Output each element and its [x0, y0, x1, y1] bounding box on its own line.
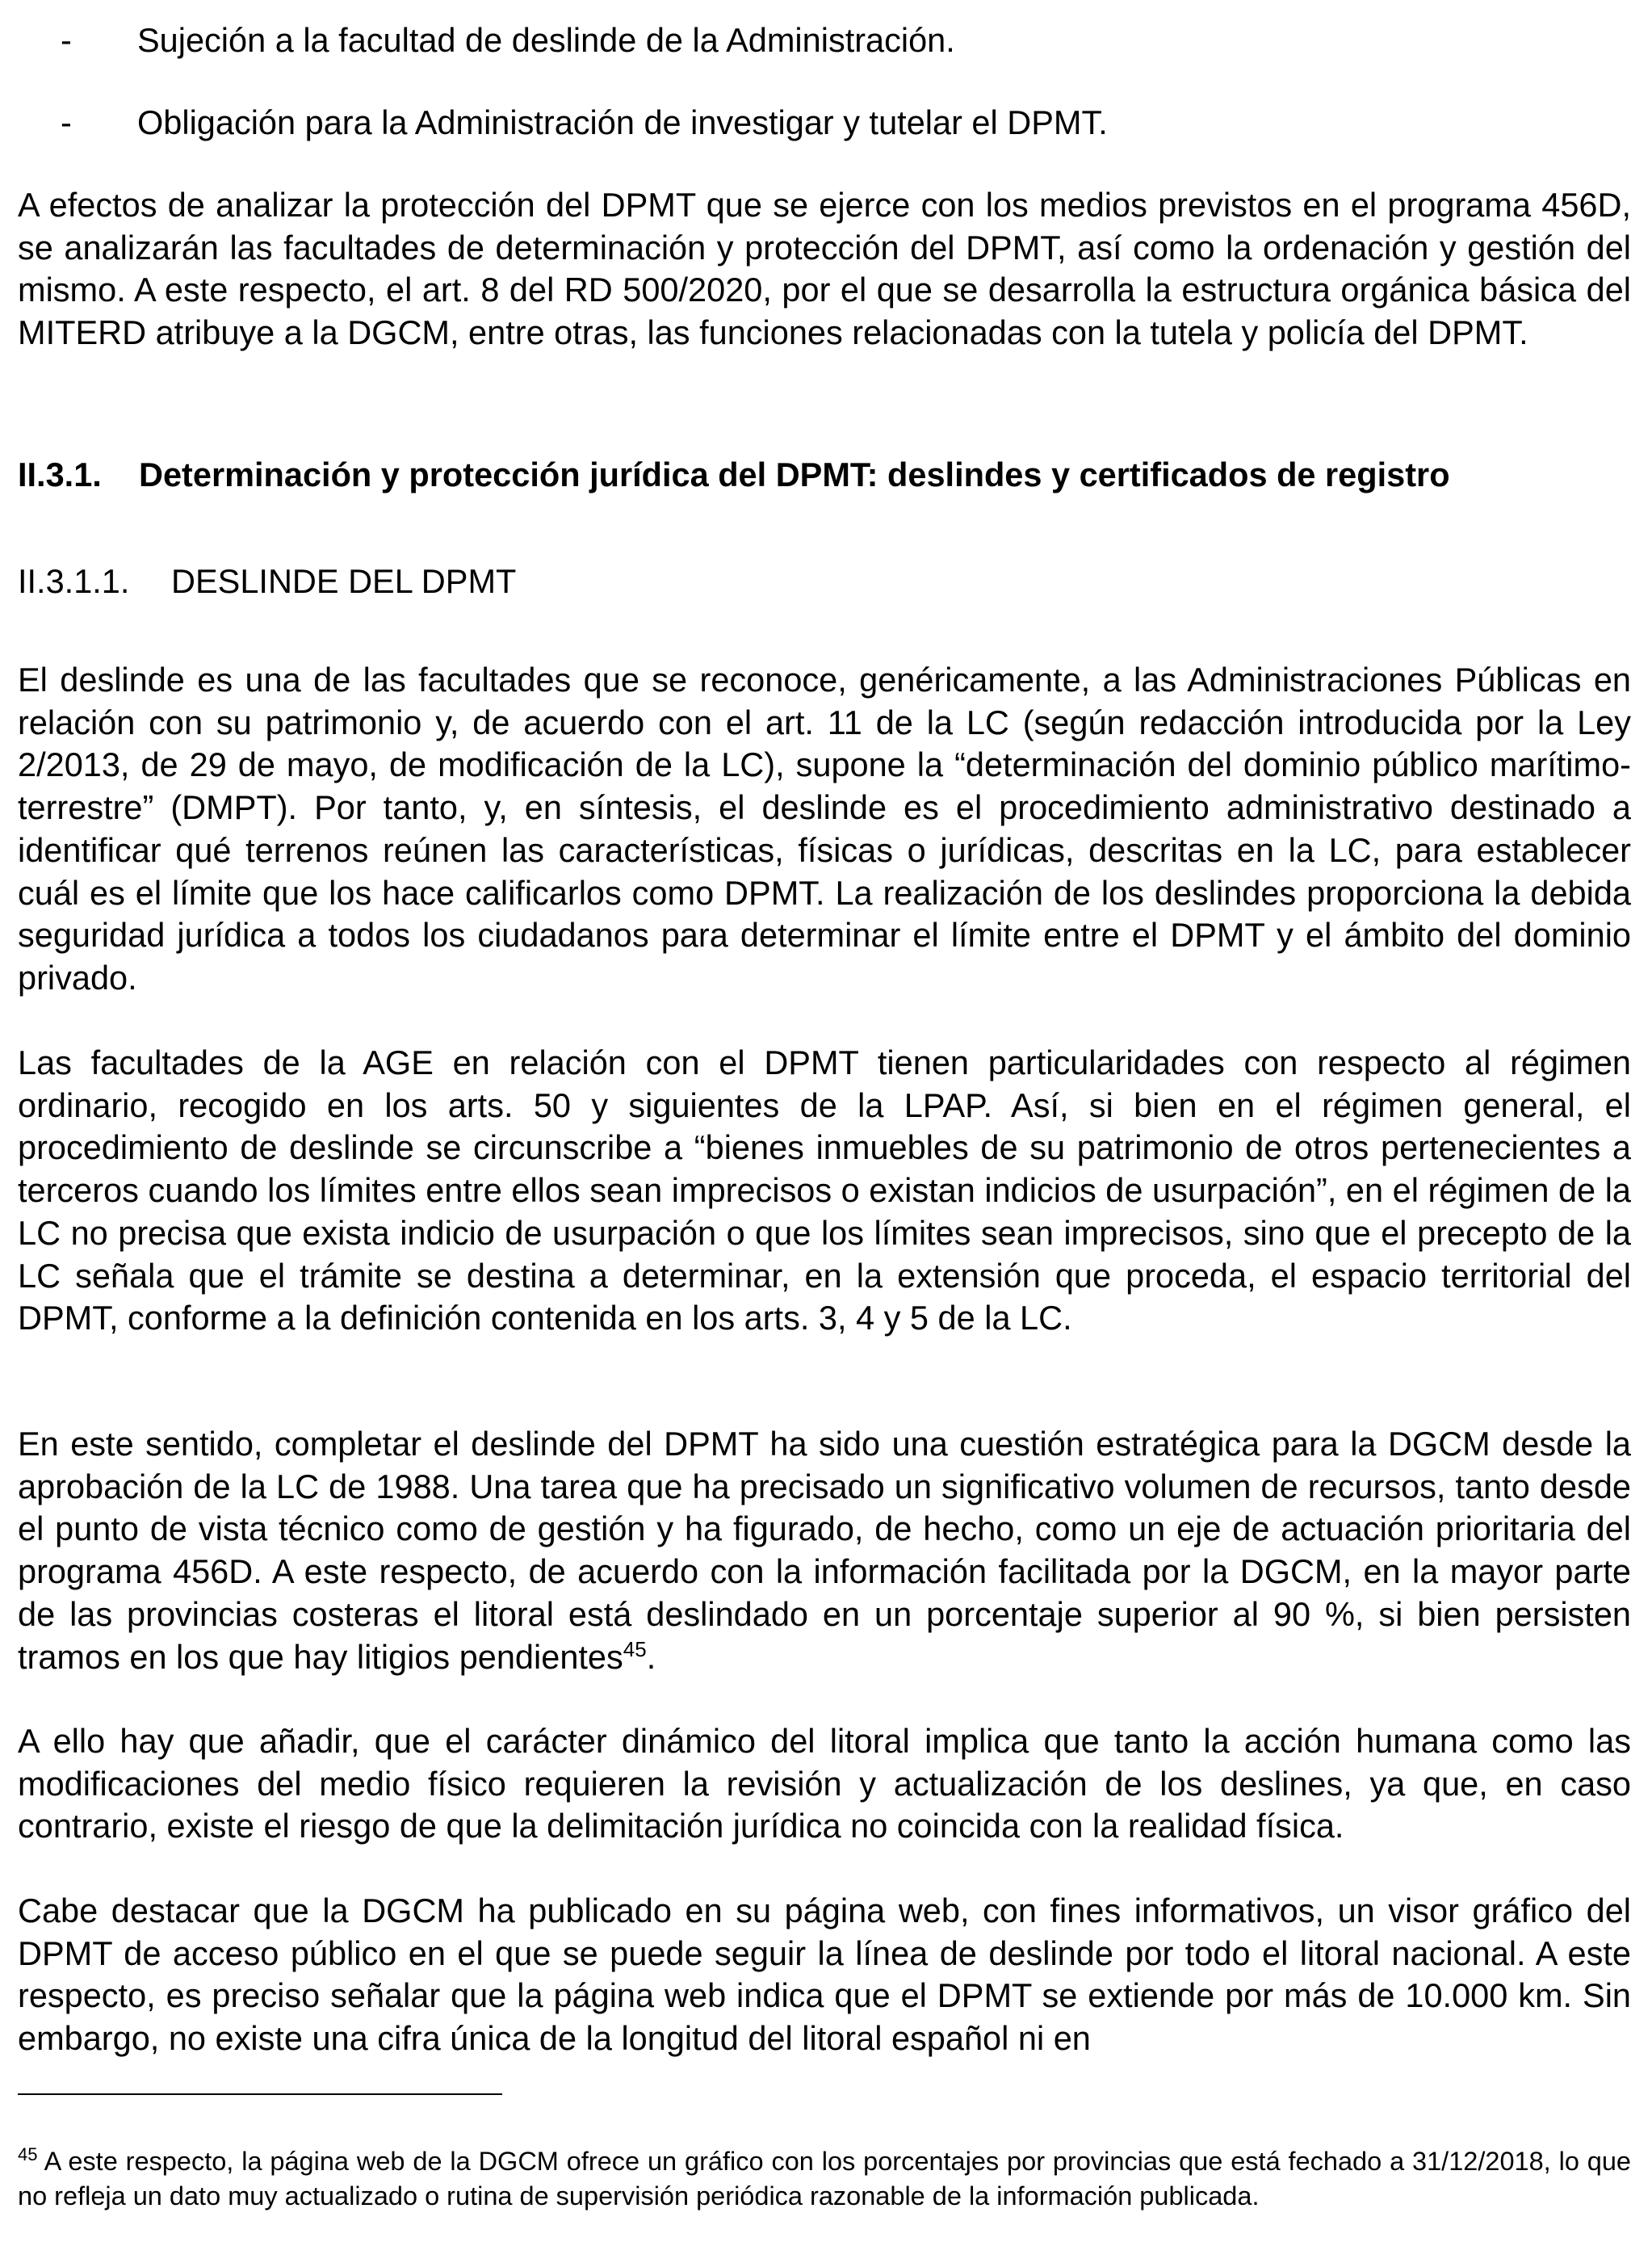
- paragraph-dinamico: A ello hay que añadir, que el carácter dinámico del litoral implica que tanto la acción humana como las modificaciones del medio físico requieren la revisión y actualización de los deslines, ya que, en caso contrario, existe el riesgo de que la delimitación jurídica no coincida con la realidad física.: [18, 1722, 1631, 1845]
- footnote-number: 45: [18, 2143, 38, 2164]
- paragraph-deslinde: El deslinde es una de las facultades que se reconoce, genéricamente, a las Administraciones Públicas en relación con su patrimonio y, de acuerdo con el art. 11 de la LC (según redacción introducida por la Ley 2/2013, de 29 de mayo, de modificación de la LC), supone la “determinación del dominio público marítimo-terrestre” (DMPT). Por tanto, y, en síntesis, el deslinde es el procedimiento administrativo destinado a identificar qué terrenos reúnen las características, físicas o jurídicas, descritas en la LC, para establecer cuál es el límite que los hace calificarlos como DPMT. La realización de los deslindes proporciona la debida seguridad jurídica a todos los ciudadanos para determinar el límite entre el DPMT y el ámbito del dominio privado.: [18, 661, 1631, 997]
- bullet-dash: -: [61, 21, 72, 59]
- footnote: [18, 2144, 1631, 2214]
- paragraph-visor: Cabe destacar que la DGCM ha publicado en su página web, con fines informativos, un visor gráfico del DPMT de acceso público en el que se puede seguir la línea de deslinde por todo el litoral nacional. A este respecto, es preciso señalar que la página web indica que el DPMT se extiende por más de 10.000 km. Sin embargo, no existe una cifra única de la longitud del litoral español ni en: [18, 1891, 1631, 2058]
- section-heading: [18, 454, 1450, 497]
- footnote-separator: [18, 2093, 502, 2095]
- bullet-dash: -: [61, 103, 72, 141]
- subsection-number: II.3.1.1.: [18, 562, 130, 600]
- section-title: Determinación y protección jurídica del DPMT: deslindes y certificados de registro: [139, 456, 1450, 493]
- footnote-text: A este respecto, la página web de la DGCM ofrece un gráfico con los porcentajes por provincias que está fechado a 31/12/2018, lo que no refleja un dato muy actualizado o rutina de supervisión periódica razonable de la información publicada.: [18, 2146, 1631, 2211]
- paragraph-estrategia-trail: .: [646, 1637, 656, 1676]
- subsection-title: DESLINDE DEL DPMT: [171, 562, 517, 600]
- subsection-heading: [18, 560, 516, 603]
- bullet-text: Obligación para la Administración de investigar y tutelar el DPMT.: [137, 103, 1108, 141]
- section-number: II.3.1.: [18, 456, 102, 493]
- paragraph-estrategia-text: En este sentido, completar el deslinde del DPMT ha sido una cuestión estratégica para la DGCM desde la aprobación de la LC de 1988. Una tarea que ha precisado un significativo volumen de recursos, tanto desde el punto de vista técnico como de gestión y ha figurado, de hecho, como un eje de actuación prioritaria del programa 456D. A este respecto, de acuerdo con la información facilitada por la DGCM, en la mayor parte de las provincias costeras el litoral está deslindado en un porcentaje superior al 90 %, si bien persisten tramos en los que hay litigios pendientes: [18, 1425, 1631, 1676]
- paragraph-estrategia: [18, 1423, 1631, 1678]
- paragraph-facultades: Las facultades de la AGE en relación con el DPMT tienen particularidades con respecto al régimen ordinario, recogido en los arts. 50 y siguientes de la LPAP. Así, si bien en el régimen general, el procedimiento de deslinde se circunscribe a “bienes inmuebles de su patrimonio de otros pertenecientes a terceros cuando los límites entre ellos sean imprecisos o existan indicios de usurpación”, en el régimen de la LC no precisa que exista indicio de usurpación o que los límites sean imprecisos, sino que el precepto de la LC señala que el trámite se destina a determinar, en la extensión que proceda, el espacio territorial del DPMT, conforme a la definición contenida en los arts. 3, 4 y 5 de la LC.: [18, 1043, 1631, 1337]
- footnote-reference[interactable]: 45: [623, 1636, 647, 1661]
- bullet-text: Sujeción a la facultad de deslinde de la Administración.: [137, 21, 955, 59]
- intro-paragraph: A efectos de analizar la protección del DPMT que se ejerce con los medios previstos en el programa 456D, se analizarán las facultades de determinación y protección del DPMT, así como la ordenación y gestión del mismo. A este respecto, el art. 8 del RD 500/2020, por el que se desarrolla la estructura orgánica básica del MITERD atribuye a la DGCM, entre otras, las funciones relacionadas con la tutela y policía del DPMT.: [18, 186, 1631, 352]
- document-page: [18, 0, 1631, 2242]
